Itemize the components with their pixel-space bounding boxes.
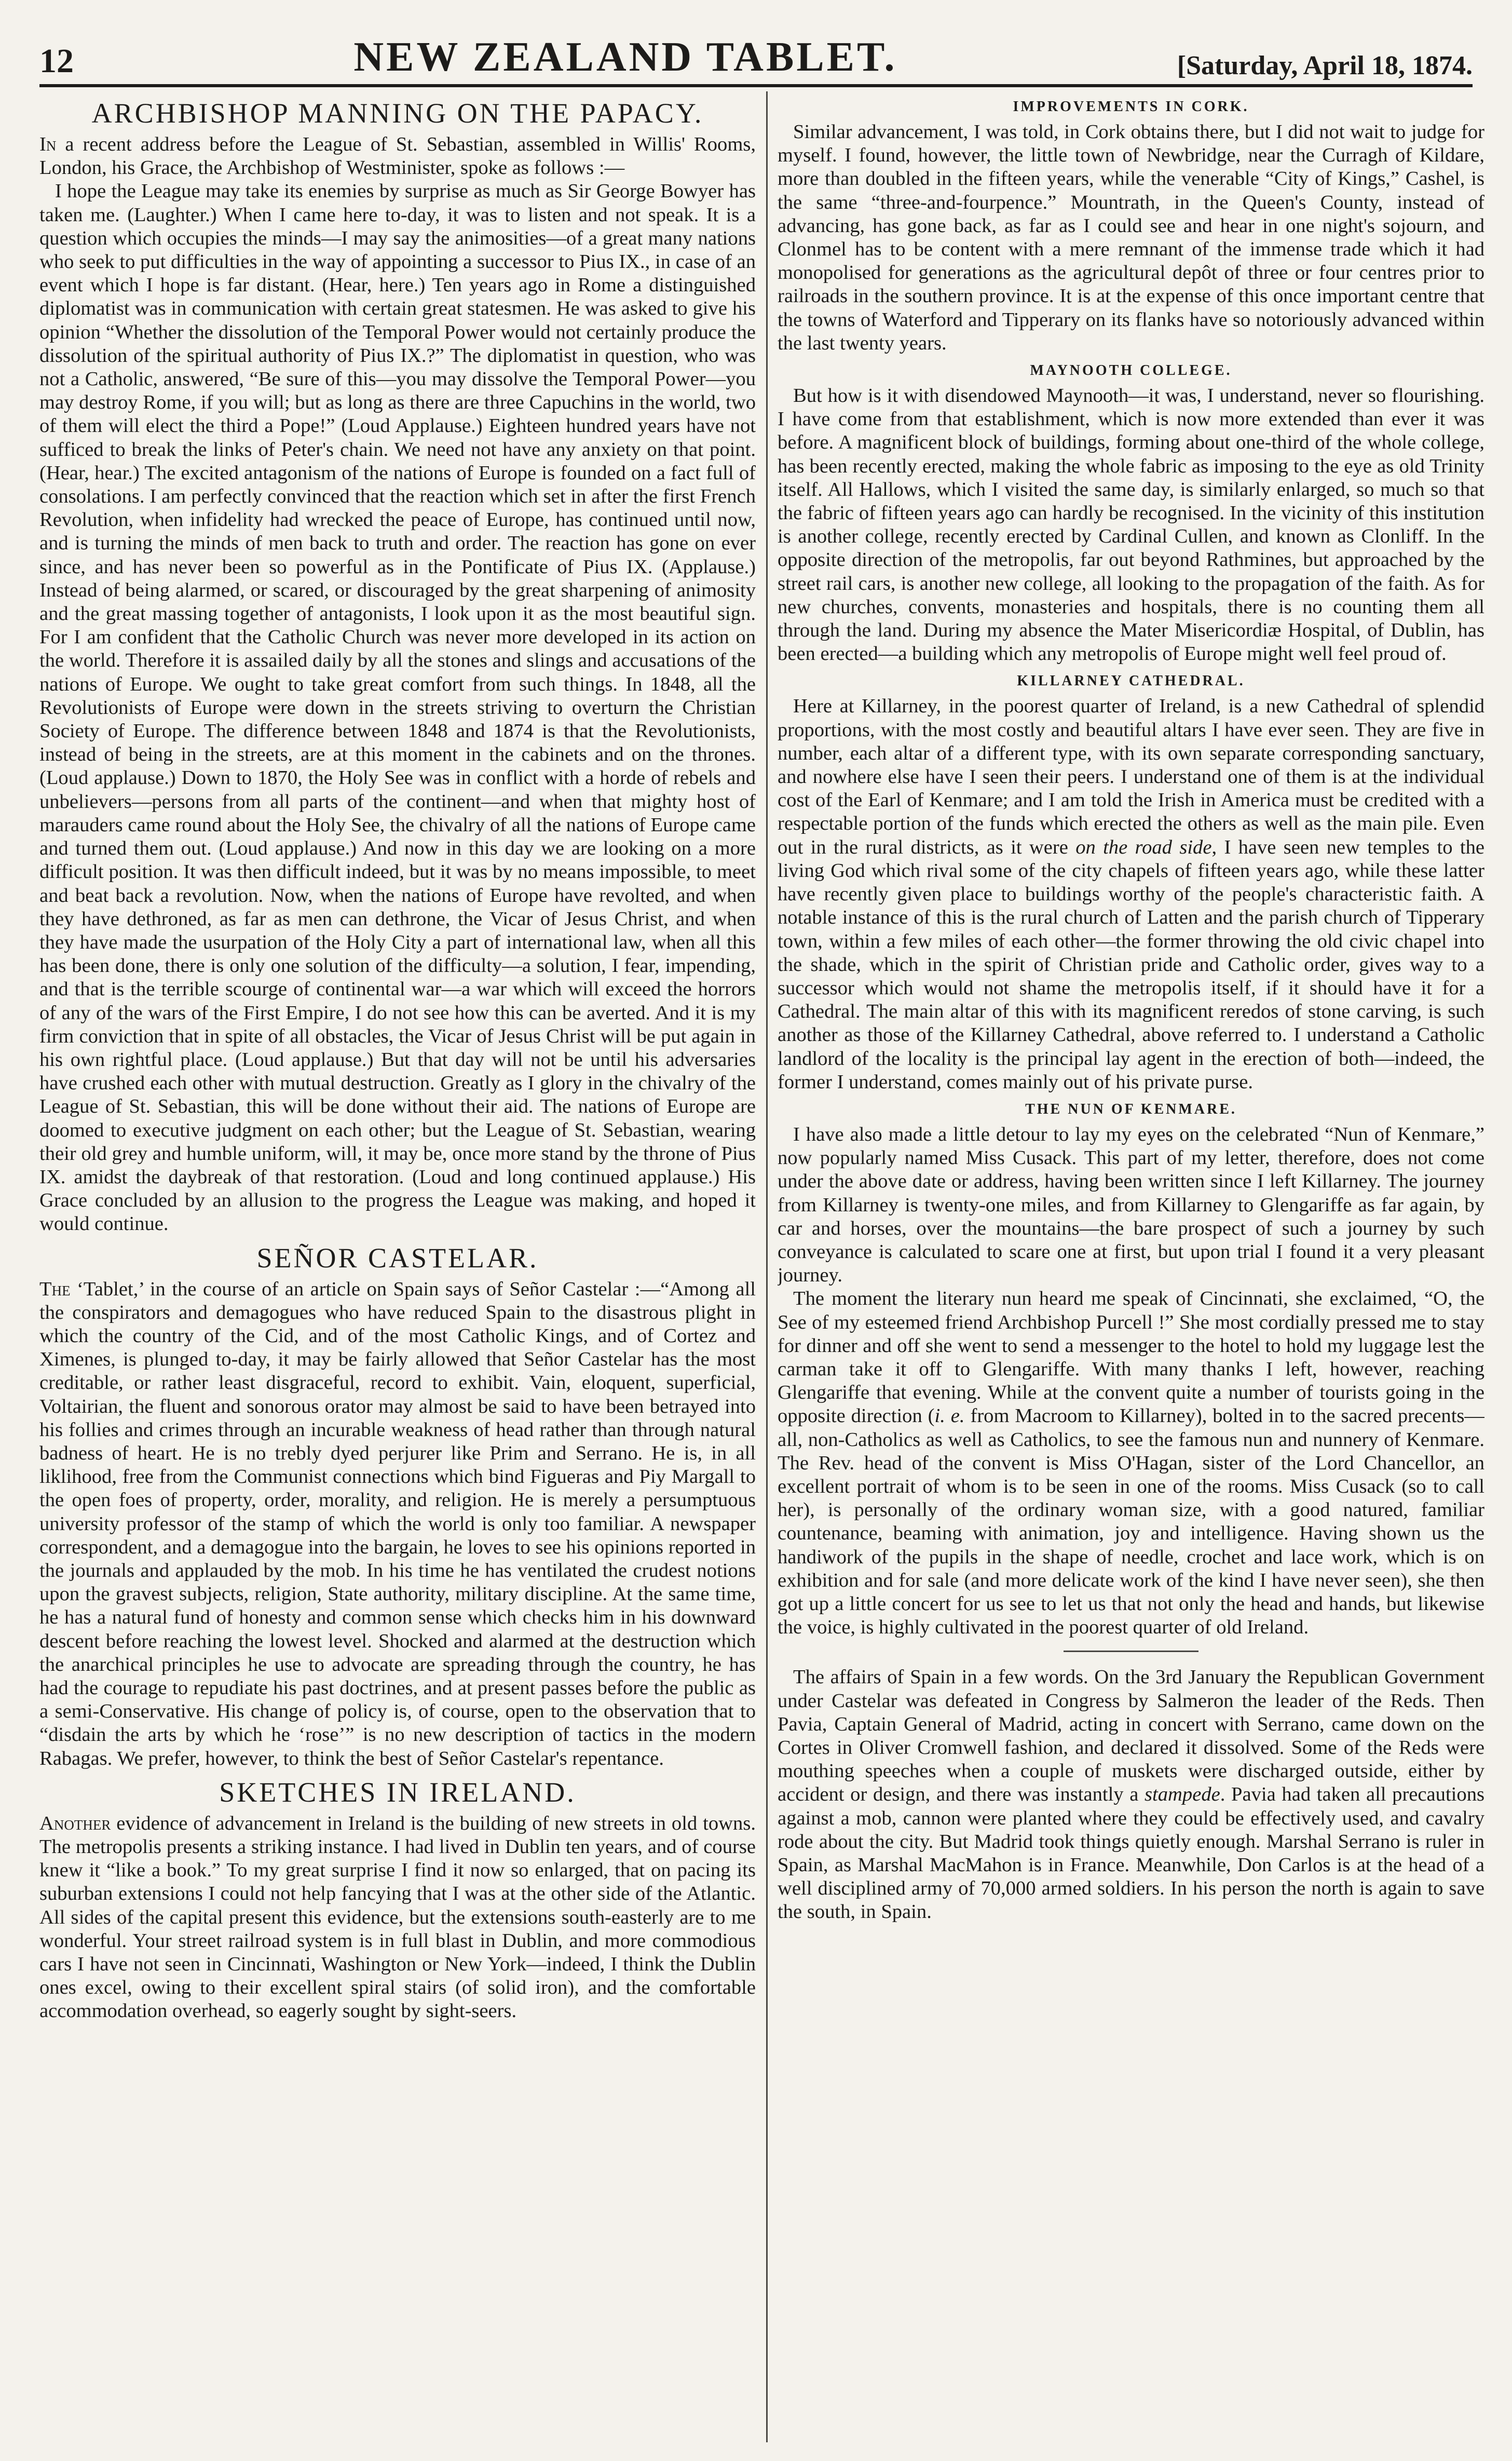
- article-heading-sketches: SKETCHES IN IRELAND.: [219, 1776, 576, 1808]
- dropcap-word: Another: [39, 1812, 111, 1834]
- killarney-body: [778, 695, 1484, 1093]
- kenmare-text-b: from Macroom to Killarney), bolted in to the sacred precents—all, non-Catholics as well as Catholics, to see the famous nun and nunnery of Kenmare. The Rev. head of the convent is Miss O'Hagan, sister of the Lord Chancellor, an excellent portrait of whom is to be seen in one of the rooms. Miss Cusack (so to call her), is personally of the ordinary woman size, with a good natured, familiar countenance, beaming with animation, joy and intelligence. Having shown us the handiwork of the pupils in the shape of needle, crochet and lace work, which is on exhibition and for sale (and more delicate work of the kind I have never seen), she then got up a little concert for us see to let us that not only the head and hands, but likewise the voice, is highly cultivated in the poorest quarter of old Ireland.: [778, 1405, 1484, 1639]
- killarney-text-b: , I have seen new temples to the living God which rival some of the city chapels of fifteen years ago, while these latter have recently given place to buildings worthy of the people's characteristic faith. A notable instance of this is the rural church of Latten and the parish church of Tipperary town, within a few miles of each other—the former throwing the old civic chapel into the shade, which in the spirit of Christian pride and Catholic order, gives way to a successor which would not shame the metropolis itself, if it should have it for a Cathedral. The main altar of this with its magnificent reredos of stone carving, is such another as those of the Killarney Cathedral, above referred to. I understand a Catholic landlord of the locality is the principal lay agent in the erection of both—indeed, the former I understand, comes mainly out of his private purse.: [778, 836, 1484, 1093]
- killarney-emphasis: on the road side: [1075, 836, 1212, 858]
- sketches-intro: [39, 1812, 756, 2023]
- column-divider: [766, 91, 768, 2442]
- kenmare-text-a: The moment the literary nun heard me speak of Cincinnati, she exclaimed, “O, the See of my esteemed friend Archbishop Purcell !” She most cordially pressed me to stay for dinner and off she went to send a messenger to the hotel to hold my luggage lest the carman take it off to Glengariffe. With many thanks I left, however, reaching Glengariffe that evening. While at the convent quite a number of tourists going in the opposite direction (: [778, 1288, 1484, 1427]
- maynooth-body: But how is it with disendowed Maynooth—it was, I understand, never so flourishing. I have come from that establishment, which is now more extended than ever it was before. A magnificent block of buildings, forming about one-third of the whole college, has been recently erected, making the whole fabric as imposing to the eye as old Trinity itself. All Hallows, which I visited the same day, is similarly enlarged, so much so that the fabric of fifteen years ago can hardly be recognised. In the vicinity of this institution is another college, recently erected by Cardinal Cullen, and known as Clonliff. In the opposite direction of the metropolis, far out beyond Rathmines, but approached by the street rail cars, is another new college, all looking to the propagation of the faith. As for new churches, convents, monasteries and hospitals, there is no counting them all through the land. During my absence the Mater Misericordiæ Hospital, of Dublin, has been erected—a building which any metropolis of Europe might well feel proud of.: [778, 385, 1484, 665]
- spain-text-b: . Pavia had taken all precautions against a mob, cannon were planted where they could be effectively used, and cavalry rode about the city. But Madrid took things quietly enough. Marshal Serrano is ruler in Spain, as Marshal MacMahon is in France. Meanwhile, Don Carlos is at the head of a well disciplined army of 70,000 armed soldiers. In his person the north is again to save the south, in Spain.: [778, 1783, 1484, 1923]
- right-column: [778, 91, 1484, 2442]
- dropcap-word: In: [39, 133, 57, 155]
- archbishop-speech: I hope the League may take its enemies by surprise as much as Sir George Bowyer has taken me. (Laughter.) When I came here to-day, it was to listen and not speak. It is a question which occupies the minds—I may say the animosities—of a great many nations who seek to put difficulties in the way of appointing a successor to Pius IX., in case of an event which I hope is far distant. (Hear, here.) Ten years ago in Rome a distinguished diplomatist was in communication with certain great statesmen. He was asked to give his opinion “Whether the dissolution of the Temporal Power would not certainly produce the dissolution of the spiritual authority of Pius IX.?” The diplomatist in question, who was not a Catholic, answered, “Be sure of this—you may dissolve the Temporal Power—you may destroy Rome, if you will; but as long as there are three Capuchins in the world, two of them will elect the third a Pope!” (Loud Applause.) Eighteen hundred years have not sufficed to break the links of Peter's chain. We need not have any anxiety on that point. (Hear, hear.) The excited antagonism of the nations of Europe is founded on a fact full of consolations. I am perfectly convinced that the reaction which set in after the first French Revolution, when infidelity had wrecked the peace of Europe, has continued until now, and is turning the minds of men back to truth and order. The reaction has gone on ever since, and has never been so powerful as in the Pontificate of Pius IX. (Applause.) Instead of being alarmed, or scared, or discouraged by the great sharpening of animosity and the great massing together of antagonists, I look upon it as the most beautiful sign. For I am confident that the Catholic Church was never more developed in its action on the world. Therefore it is assailed daily by all the stones and slings and accusations of the nations of Europe. We ought to take great comfort from such things. In 1848, all the Revolutionists of Europe were down in the streets striving to overturn the Christian Society of Europe. The difference between 1848 and 1874 is that the Revolutionists, instead of being in the streets, are at this moment in the cabinets and on the thrones. (Loud applause.) Down to 1870, the Holy See was in conflict with a horde of rebels and unbelievers—persons from all parts of the continent—and when that mighty host of marauders came round about the Holy See, the chivalry of all the nations of Europe came and turned them out. (Loud applause.) And now in this day we are looking on a more difficult position. It was then difficult indeed, but it was by no means impossible, to meet and beat back a revolution. Now, when the nations of Europe have revolted, and when they have dethroned, as far as men can dethrone, the Vicar of Jesus Christ, and when they have made the usurpation of the Holy City a part of international law, when all this has been done, there is only one solution of the difficulty—a solution, I fear, impending, and that is the terrible scourge of continental war—a war which will exceed the horrors of any of the wars of the First Empire, I do not see how this can be averted. And it is my firm conviction that in spite of all obstacles, the Vicar of Jesus Christ will be put again in his own rightful place. (Loud applause.) But that day will not be until his adversaries have crushed each other with mutual destruction. Greatly as I glory in the chivalry of the League of St. Sebastian, this will be done without their aid. The nations of Europe are doomed to executive judgment on each other; but the League of St. Sebastian, wearing their old grey and humble uniform, will, it may be, once more stand by the throne of Pius IX. amidst the daybreak of that restoration. (Loud and long continued applause.) His Grace concluded by an allusion to the progress the League was making, and hoped it would continue.: [39, 180, 756, 1235]
- section-separator: [1064, 1651, 1198, 1652]
- left-column: [39, 91, 756, 2442]
- newspaper-title: NEW ZEALAND TABLET.: [353, 34, 897, 80]
- subheading-kenmare: THE NUN OF KENMARE.: [1025, 1101, 1237, 1117]
- article-heading-castelar: SEÑOR CASTELAR.: [256, 1242, 539, 1274]
- subheading-killarney: KILLARNEY CATHEDRAL.: [1017, 673, 1245, 689]
- kenmare-emphasis: i. e.: [934, 1405, 965, 1427]
- subheading-cork: IMPROVEMENTS IN CORK.: [1013, 99, 1249, 115]
- masthead-rule: [39, 84, 1473, 87]
- kenmare-body-2: [778, 1287, 1484, 1639]
- sketches-intro-text: evidence of advancement in Ireland is the building of new streets in old towns. The metropolis presents a striking instance. I had lived in Dublin ten years, and of course knew it “like a book.” To my great surprise I find it now so enlarged, that on pacing its suburban extensions I could not help fancying that I was at the other side of the Atlantic. All sides of the capital present this evidence, but the extensions south-easterly are to me wonderful. Your street railroad system is in full blast in Dublin, and more commodious cars I have not seen in Cincinnati, Washington or New York—indeed, I think the Dublin ones excel, owing to their excellent spiral stairs (of solid iron), and the comfortable accommodation overhead, so eagerly sought by sight-seers.: [39, 1812, 756, 2022]
- castelar-body: [39, 1278, 756, 1770]
- subheading-maynooth: MAYNOOTH COLLEGE.: [1030, 362, 1232, 379]
- cork-body: Similar advancement, I was told, in Cork obtains there, but I did not wait to judge for myself. I found, however, the little town of Newbridge, near the Curragh of Kildare, more than doubled in the fifteen years, while the venerable “City of Kings,” Cashel, is the same “three-and-fourpence.” Mountrath, in the Queen's County, instead of advancing, has gone back, as far as I could see and hear in one night's sojourn, and Clonmel has to be content with a mere remnant of the immense trade which it had monopolised for generations as the agricultural depôt of three or four centres prior to railroads in the southern province. It is at the expense of this once important centre that the towns of Waterford and Tipperary on its flanks have so notoriously advanced within the last twenty years.: [778, 121, 1484, 354]
- article-heading-archbishop: ARCHBISHOP MANNING ON THE PAPACY.: [91, 98, 704, 129]
- spain-body: [778, 1666, 1484, 1924]
- archbishop-intro: [39, 133, 756, 180]
- page-number: 12: [39, 42, 74, 80]
- killarney-text-a: Here at Killarney, in the poorest quarter of Ireland, is a new Cathedral of splendid proportions, with the most costly and beautiful altars I have ever seen. They are five in number, each altar of a different type, with its own separate corresponding sanctuary, and nowhere else have I seen their peers. I understand one of them is at the individual cost of the Earl of Kenmare; and I am told the Irish in America must be credited with a respectable portion of the funds which erected the others as well as the main pile. Even out in the rural districts, as it were: [778, 695, 1484, 858]
- dropcap-word: The: [39, 1278, 71, 1300]
- spain-text-a: The affairs of Spain in a few words. On the 3rd January the Republican Government under Castelar was defeated in Congress by Salmeron the leader of the Reds. Then Pavia, Captain General of Madrid, acting in concert with Serrano, came down on the Cortes in Oliver Cromwell fashion, and declared it dissolved. Some of the Reds were mouthing speeches when a couple of muskets were discharged outside, either by accident or design, and there was instantly a: [778, 1666, 1484, 1806]
- archbishop-intro-text: a recent address before the League of St. Sebastian, assembled in Willis' Rooms, London, his Grace, the Archbishop of Westminister, spoke as follows :—: [39, 133, 756, 179]
- kenmare-body-1: I have also made a little detour to lay my eyes on the celebrated “Nun of Kenmare,” now popularly named Miss Cusack. This part of my letter, therefore, does not come under the above date or address, having been written since I left Killarney. The journey from Killarney is twenty-one miles, and from Killarney to Glengariffe as far again, by car and horses, over the mountains—the bare prospect of such a journey by such conveyance is calculated to scare one at first, but upon trial I found it a very pleasant journey.: [778, 1123, 1484, 1287]
- masthead: [39, 31, 1473, 81]
- castelar-body-text: ‘Tablet,’ in the course of an article on Spain says of Señor Castelar :—“Among all the conspirators and demagogues who have reduced Spain to the disastrous plight in which the country of the Cid, and of the most Catholic Kings, and of Cortez and Ximenes, is plunged to-day, it may be fairly allowed that Señor Castelar has the most creditable, or rather least disgraceful, record to exhibit. Vain, eloquent, superficial, Voltairian, the fluent and sonorous orator may almost be said to have been betrayed into his follies and crimes through an incurable weakness of head rather than through natural badness of heart. He is no trebly dyed perjurer like Prim and Serrano. He is, in all liklihood, free from the Communist connections which bind Figueras and Piy Margall to the open foes of property, order, morality, and religion. He is merely a persumptuous university professor of the stamp of which the world is only too familiar. A newspaper correspondent, and a demagogue into the bargain, he loves to see his opinions reported in the journals and applauded by the mob. In his time he has ventilated the crudest notions upon the gravest subjects, religion, State authority, military discipline. At the same time, he has a natural fund of honesty and common sense which checks him in his downward descent before reaching the lowest level. Shocked and alarmed at the destruction which the anarchical principles he use to advocate are spreading through the country, he has had the courage to repudiate his past doctrines, and at present passes before the public as a semi-Conservative. His change of policy is, of course, open to the observation that to “disdain the arts by which he ‘rose’” is no new description of tactics in the modern Rabagas. We prefer, however, to think the best of Señor Castelar's repentance.: [39, 1278, 756, 1769]
- spain-emphasis: stampede: [1145, 1783, 1220, 1806]
- issue-date: [Saturday, April 18, 1874.: [1177, 51, 1473, 80]
